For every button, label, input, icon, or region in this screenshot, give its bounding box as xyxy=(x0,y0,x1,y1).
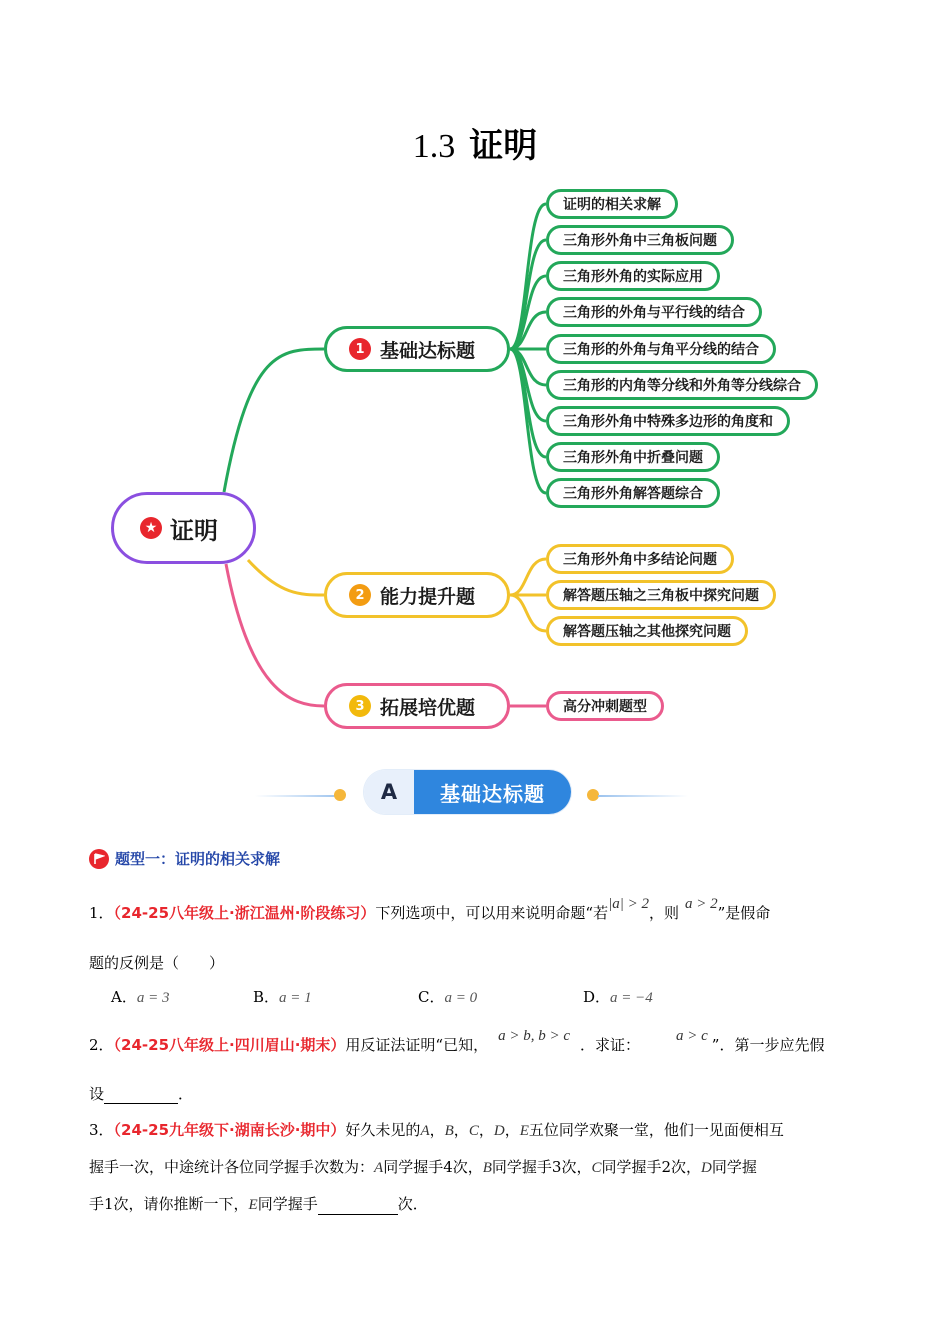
question-text: ”．第一步应先假 xyxy=(711,1036,825,1054)
separator: ， xyxy=(504,1121,520,1139)
option-label: D． xyxy=(583,988,611,1006)
question-text: 五位同学欢聚一堂，他们一见面便相互 xyxy=(528,1121,784,1139)
question-text: 同学握手3次， xyxy=(491,1158,592,1176)
option-value: a = −4 xyxy=(610,990,653,1006)
question-text: 下列选项中，可以用来说明命题“若 xyxy=(375,904,609,922)
question-1-line-1 xyxy=(89,896,771,924)
variable: C xyxy=(591,1160,602,1176)
variable: D xyxy=(493,1123,505,1139)
question-text: ，则 xyxy=(648,904,679,922)
branch-label: 能力提升题 xyxy=(380,585,476,608)
question-text: 同学握 xyxy=(711,1158,757,1176)
question-2-line-2 xyxy=(89,1084,193,1104)
section-banner xyxy=(364,770,571,814)
root-label: 证明 xyxy=(170,516,218,545)
mindmap-leaf: 三角形的外角与角平分线的结合 xyxy=(546,334,776,364)
mindmap-leaf: 三角形外角中三角板问题 xyxy=(546,225,734,255)
mindmap-leaf: 三角形外角中多结论问题 xyxy=(546,544,734,574)
branch-label: 拓展培优题 xyxy=(380,696,476,719)
question-3-line-3 xyxy=(89,1194,428,1215)
variable: A xyxy=(420,1123,430,1139)
mindmap-leaf: 三角形外角解答题综合 xyxy=(546,478,720,508)
connector-root-b1 xyxy=(224,349,324,492)
variable: E xyxy=(248,1197,258,1213)
question-number: 2． xyxy=(89,1036,114,1054)
question-3-line-2 xyxy=(89,1157,757,1178)
option-a xyxy=(111,986,169,1007)
option-label: B． xyxy=(253,988,280,1006)
answer-blank[interactable] xyxy=(104,1087,178,1104)
option-b xyxy=(253,986,312,1007)
mindmap-leaf: 解答题压轴之三角板中探究问题 xyxy=(546,580,776,610)
branch-number-badge: 2 xyxy=(349,584,371,606)
mindmap-branch-extension xyxy=(324,683,510,729)
question-text: ”是假命 xyxy=(717,904,771,922)
question-source: （24-25八年级上·浙江温州·阶段练习） xyxy=(113,904,376,922)
mindmap-leaf: 三角形外角中折叠问题 xyxy=(546,442,720,472)
question-type-heading xyxy=(89,848,280,869)
separator: ， xyxy=(478,1121,494,1139)
question-text: 手1次，请你推断一下， xyxy=(89,1195,249,1213)
option-value: a = 3 xyxy=(136,990,170,1006)
branch-number-badge: 3 xyxy=(349,695,371,717)
option-value: a = 1 xyxy=(279,990,312,1006)
question-2-line-1 xyxy=(89,1028,825,1056)
branch-number-badge: 1 xyxy=(349,338,371,360)
flag-icon xyxy=(89,849,109,869)
option-value: a = 0 xyxy=(444,990,478,1006)
question-text: 同学握手 xyxy=(257,1195,318,1213)
option-c xyxy=(418,986,477,1007)
mindmap-leaf: 高分冲刺题型 xyxy=(546,691,664,721)
branch-label: 基础达标题 xyxy=(380,339,476,362)
banner-line-right xyxy=(598,795,688,797)
question-text: 设 xyxy=(89,1085,105,1103)
mindmap-root xyxy=(111,492,256,564)
question-number: 1． xyxy=(89,904,114,922)
question-1-line-2 xyxy=(89,953,224,973)
mindmap-leaf: 三角形的内角等分线和外角等分线综合 xyxy=(546,370,818,400)
section-letter: A xyxy=(364,770,414,814)
question-text: 题的反例是（ ） xyxy=(89,954,225,972)
option-d xyxy=(583,986,653,1007)
banner-line-left xyxy=(255,795,340,797)
question-source: （24-25九年级下·湖南长沙·期中） xyxy=(113,1121,346,1139)
math-expression: a > 2 xyxy=(684,896,718,912)
variable: B xyxy=(444,1123,454,1139)
question-text: 好久未见的 xyxy=(345,1121,421,1139)
banner-dot-left xyxy=(334,789,346,801)
variable: D xyxy=(701,1160,712,1176)
answer-blank[interactable] xyxy=(318,1198,398,1215)
question-number: 3． xyxy=(89,1121,114,1139)
separator: ， xyxy=(453,1121,469,1139)
option-label: A． xyxy=(111,988,137,1006)
mindmap-branch-advanced xyxy=(324,572,510,618)
question-text: 用反证法证明“已知， xyxy=(345,1036,489,1054)
question-source: （24-25八年级上·四川眉山·期末） xyxy=(113,1036,346,1054)
question-text: 同学握手2次， xyxy=(601,1158,702,1176)
connector-root-b2 xyxy=(248,560,324,595)
mindmap-leaf: 三角形的外角与平行线的结合 xyxy=(546,297,762,327)
variable: C xyxy=(468,1123,479,1139)
question-text: 次． xyxy=(397,1195,428,1213)
variable: E xyxy=(519,1123,529,1139)
mindmap-leaf: 证明的相关求解 xyxy=(546,189,678,219)
question-type-label: 题型一：证明的相关求解 xyxy=(115,850,281,868)
question-text: 同学握手4次， xyxy=(383,1158,483,1176)
mindmap-leaf: 解答题压轴之其他探究问题 xyxy=(546,616,748,646)
option-label: C． xyxy=(418,988,445,1006)
mindmap-leaf: 三角形外角中特殊多边形的角度和 xyxy=(546,406,790,436)
variable: A xyxy=(374,1160,384,1176)
separator: ， xyxy=(429,1121,445,1139)
math-expression: |a| > 2 xyxy=(608,896,649,912)
question-text: 握手一次，中途统计各位同学握手次数为： xyxy=(89,1158,375,1176)
math-expression: a > c xyxy=(676,1028,708,1044)
question-text: ． xyxy=(178,1085,194,1103)
section-label: 基础达标题 xyxy=(414,770,571,814)
title-number: 1.3 xyxy=(412,128,456,165)
mindmap-leaf: 三角形外角的实际应用 xyxy=(546,261,720,291)
question-text: ．求证： xyxy=(580,1036,641,1054)
question-3-line-1 xyxy=(89,1120,784,1141)
mindmap-branch-basic xyxy=(324,326,510,372)
star-icon: ★ xyxy=(140,517,162,539)
title-text: 证明 xyxy=(469,126,538,166)
variable: B xyxy=(482,1160,492,1176)
math-expression: a > b, b > c xyxy=(498,1028,570,1044)
